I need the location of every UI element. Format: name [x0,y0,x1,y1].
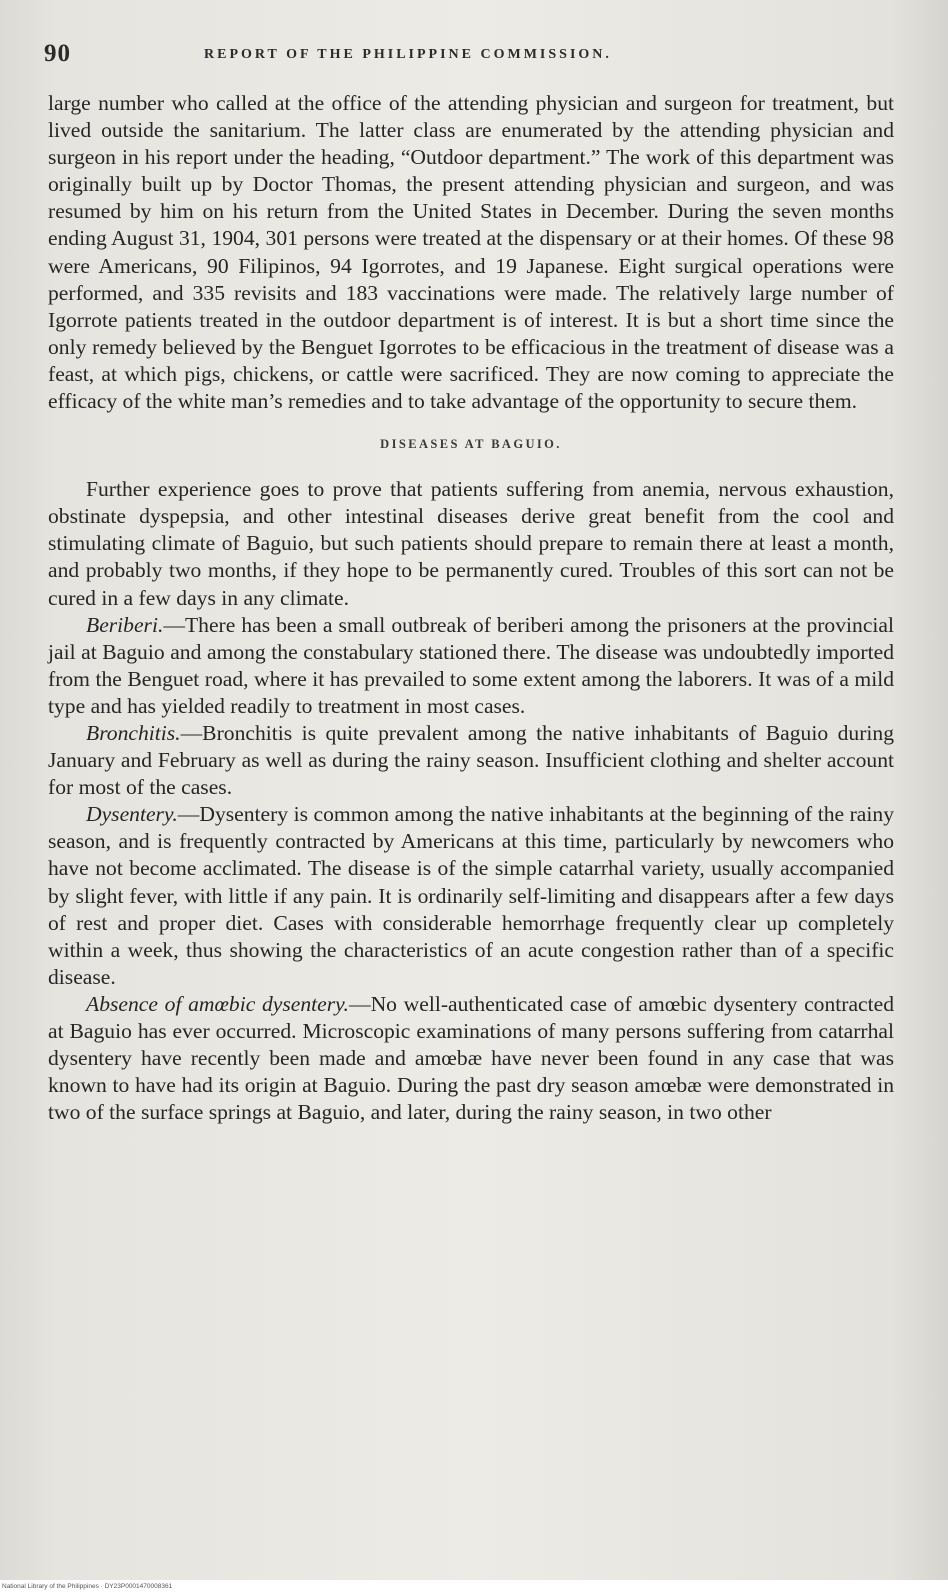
text-bronchitis: —Bronchitis is quite prevalent among the native inhabitants of Baguio during January and February as well as during the rainy season. Insufficient clothing and shelter account for most of the cases. [48,720,894,800]
paragraph-diseases-intro: Further experience goes to prove that patients suffering from anemia, nervous exhaustion, obstinate dyspepsia, and other intestinal diseases derive great benefit from the cool and stimulating climate of Baguio, but such patients should prepare to remain there at least a month, and probably two months, if they hope to be permanently cured. Troubles of this sort can not be cured in a few days in any climate. [48,477,894,610]
text-dysentery: —Dysentery is common among the native inhabitants at the beginning of the rainy season, and is frequently contracted by Americans at this time, particularly by newcomers who have not become acclimated. The disease is of the simple catarrhal variety, usually accompanied by slight fever, with little if any pain. It is ordinarily self-limiting and disappears after a few days of rest and proper diet. Cases with considerable hemorrhage frequently clear up completely within a week, thus showing the characteristics of an acute congestion rather than of a specific disease. [48,802,894,989]
paragraph-dysentery [48,801,894,991]
paragraph-amoebic-dysentery [48,991,894,1126]
term-bronchitis: Bronchitis. [86,720,181,745]
section-heading: DISEASES AT BAGUIO. [380,437,562,452]
term-amoebic-dysentery: Absence of amœbic dysentery. [86,991,349,1016]
page-header [44,40,904,70]
paragraph-beriberi [48,612,894,720]
paragraph-bronchitis [48,720,894,801]
text-beriberi: —There has been a small outbreak of beriberi among the prisoners at the provincial jail at Baguio and among the constabulary stationed there. The disease was undoubtedly imported from the Benguet road, where it has prevailed to some extent among the laborers. It was of a mild type and has yielded readily to treatment in most cases. [48,612,894,718]
term-dysentery: Dysentery. [86,802,178,827]
term-beriberi: Beriberi. [86,612,164,637]
page-number: 90 [44,40,71,67]
running-head: REPORT OF THE PHILIPPINE COMMISSION. [204,47,612,62]
scan-footer: National Library of the Philippines · DY23P0001470008361 [0,1580,948,1593]
paragraph-outdoor-department: large number who called at the office of the attending physician and surgeon for treatment, but lived outside the sanitarium. The latter class are enumerated by the attending physician and surgeon in his report under the heading, “Outdoor department.” The work of this department was originally built up by Doctor Thomas, the present attending physician and surgeon, and was resumed by him on his return from the United States in December. During the seven months ending August 31, 1904, 301 persons were treated at the dispensary or at their homes. Of these 98 were Americans, 90 Filipinos, 94 Igorrotes, and 19 Japanese. Eight surgical operations were performed, and 335 revisits and 183 vaccinations were made. The relatively large number of Igorrote patients treated in the outdoor department is of interest. It is but a short time since the only remedy believed by the Benguet Igorrotes to be efficacious in the treatment of disease was a feast, at which pigs, chickens, or cattle were sacrificed. They are now coming to appreciate the efficacy of the white man’s remedies and to take advantage of the opportunity to secure them. [48,91,894,414]
body-text [48,90,894,1126]
text-amoebic-dysentery: —No well-authenticated case of amœbic dysentery contracted at Baguio has ever occurred. Microscopic examinations of many persons suffering from catarrhal dysentery have recently been made and amœbæ have never been found in any case that was known to have had its origin at Baguio. During the past dry season amœbæ were demonstrated in two of the surface springs at Baguio, and later, during the rainy season, in two other [48,991,894,1125]
